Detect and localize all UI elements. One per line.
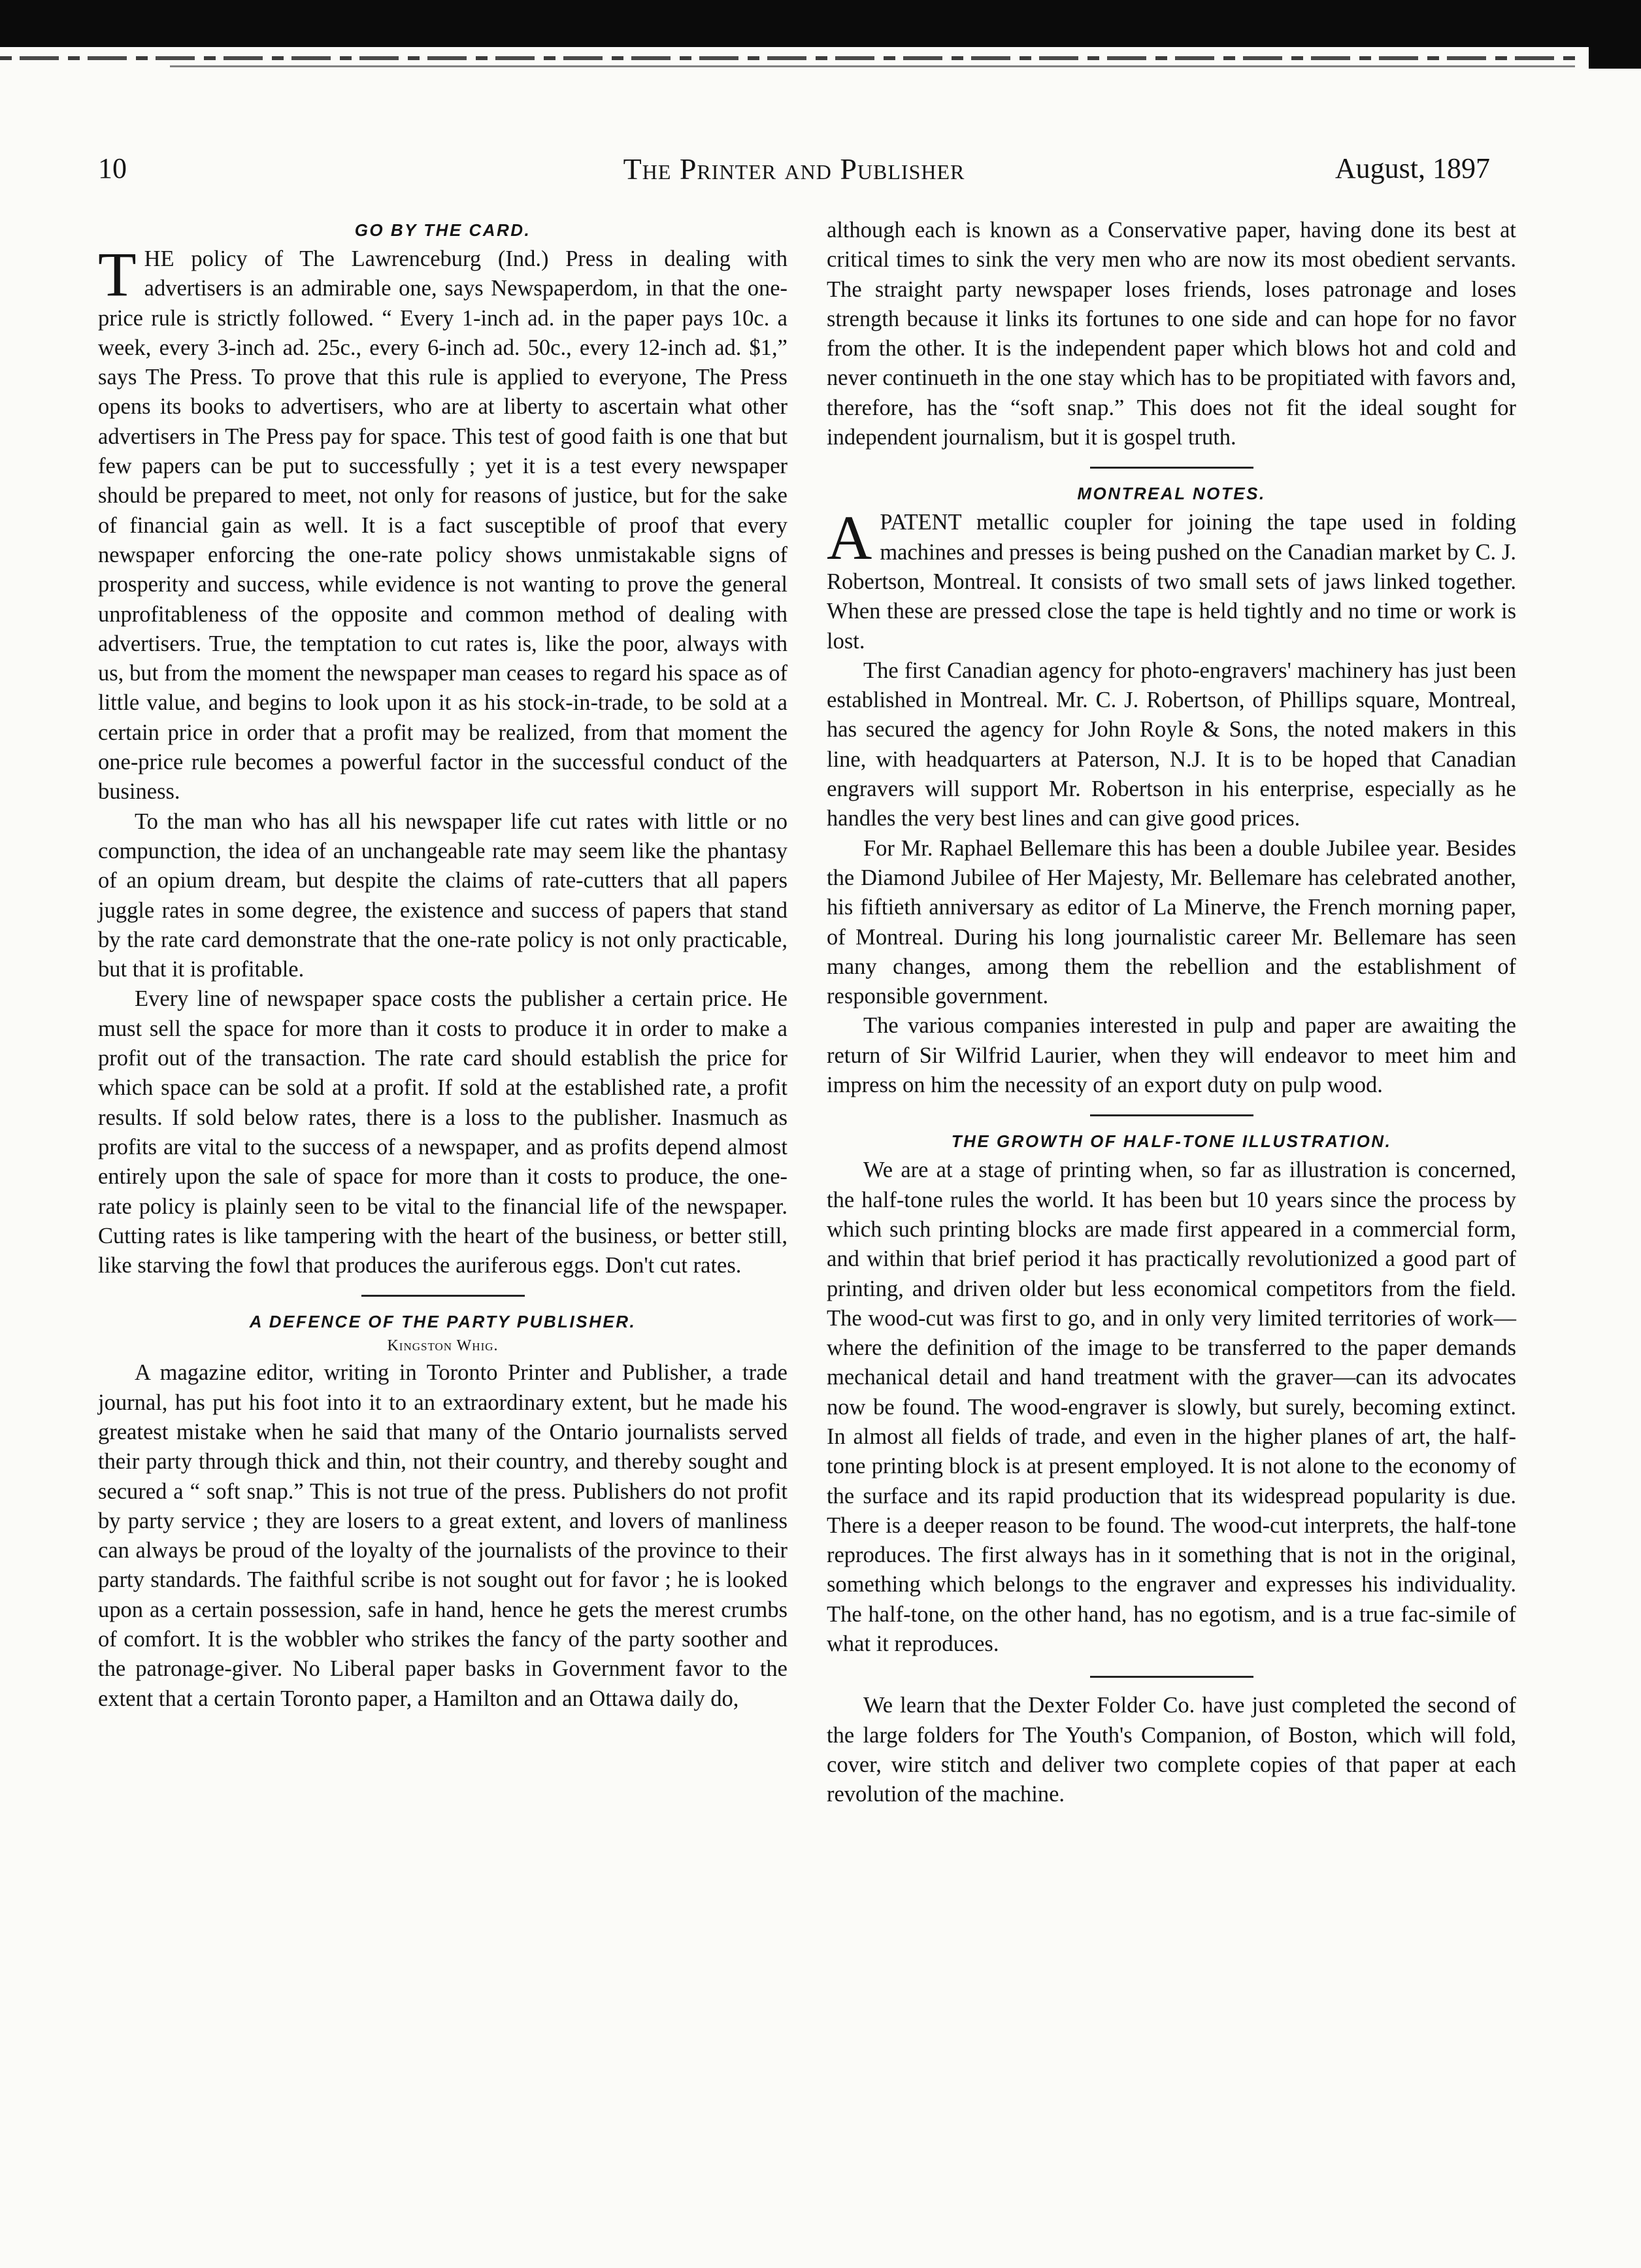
article-continuation: although each is known as a Conservative paper, having done its best at critical times to sink the very men who are now its most obedient servants. The straight party newspaper loses friends, loses patronage and loses strength because it links its fortunes to one side and can hope for no favor from the other. It is the independent paper which blows hot and cold and never continueth in the one stay which has to be propitiated with favors and, therefore, has the “soft snap.” This does not fit the ideal sought for independent journalism, but it is gospel truth. [827,218,1516,450]
article-paragraph: APATENT metallic coupler for joining the tape used in folding machines and presses is being pushed on the Canadian market by C. J. Robertson, Montreal. It consists of two small sets of jaws linked together. When these are pressed close the tape is held tightly and no time or work is lost. [827,503,1516,654]
article-paragraph: The first Canadian agency for photo-engravers' machinery has just been established in Montreal. Mr. C. J. Robertson, of Phillips square, Montreal, has secured the agency for John Royle & Sons, the noted makers in this line, with headquarters at Paterson, N.J. It is to be hoped that Canadian engravers will support Mr. Robertson in his enterprise, especially as he handles the very best lines and can give good prices. [827,658,1516,831]
article-heading: GO BY THE CARD. [354,220,531,240]
issue-date: August, 1897 [1334,152,1490,184]
article-heading: MONTREAL NOTES. [1077,484,1266,504]
article-paragraph: The various companies interested in pulp and paper are awaiting the return of Sir Wilfrid Laurier, when they will endeavor to meet him and impress on him the necessity of an export duty on pulp wood. [827,1013,1516,1098]
section-divider [361,1295,525,1297]
drop-cap: T [98,239,137,309]
article-heading: A DEFENCE OF THE PARTY PUBLISHER. [249,1312,637,1332]
running-head [98,152,1490,191]
article-paragraph: A magazine editor, writing in Toronto Printer and Publisher, a trade journal, has put his foot into it to an extraordinary extent, but he made his greatest mistake when he said that many of the Ontario journalists served their party through thick and thin, not their country, and thereby sought and secured a “ soft snap.” This is not true of the press. Publishers do not profit by party service ; they are losers to a great extent, and lovers of manliness can always be proud of the loyalty of the journalists of the province to their party standards. The faithful scribe is not sought out for favor ; he is looked upon as a certain possession, safe in hand, hence he gets the merest crumbs of comfort. It is the wobbler who strikes the fancy of the party soother and the patronage-giver. No Liberal paper basks in Government favor to the extent that a certain Toronto paper, a Hamilton and an Ottawa daily do, [98,1360,787,1711]
article-paragraph: We are at a stage of printing when, so far as illustration is concerned, the half-tone rules the world. It has been but 10 years since the process by which such printing blocks are made first appeared in a commercial form, and within that brief period it has practically revolutionized a good part of printing, and driven older but less economical competitors from the field. The wood-cut was first to go, and in only very limited territories of work—where the definition of the image to be transferred to the paper demands mechanical detail and hand treatment with the graver—can its advocates now be found. The wood-engraver is slowly, but surely, becoming extinct. In almost all fields of trade, and even in the higher planes of art, the half-tone printing block is at present employed. It is not alone to the economy of the surface and its rapid production that its widespread popularity is due. There is a deeper reason to be found. The wood-cut interprets, the half-tone reproduces. The first always has in it something that is not in the original, something which belongs to the engraver and expresses his individuality. The half-tone, on the other hand, has no egotism, and is a true fac-simile of what it reproduces. [827,1158,1516,1657]
article-heading: THE GROWTH OF HALF-TONE ILLUSTRATION. [951,1131,1392,1152]
right-column [827,216,1516,1810]
drop-cap: A [827,503,872,573]
article-paragraph: For Mr. Raphael Bellemare this has been a double Jubilee year. Besides the Diamond Jubilee of Her Majesty, Mr. Bellemare has celebrated another, his fiftieth anniversary as editor of La Minerve, the French morning paper, of Montreal. During his long journalistic career Mr. Bellemare has seen many changes, among them the rebellion and the establishment of responsible government. [827,835,1516,1009]
page-number: 10 [98,152,127,184]
article-byline: Kingston Whig. [387,1337,499,1355]
scan-top-border [0,0,1641,47]
article-paragraph: THE policy of The Lawrenceburg (Ind.) Press in dealing with advertisers is an admirable one, says Newspaperdom, in that the one-price rule is strictly followed. “ Every 1-inch ad. in the paper pays 10c. a week, every 3-inch ad. 25c., every 6-inch ad. 50c., every 12-inch ad. $1,” says The Press. To prove that this rule is applied to everyone, The Press opens its books to advertisers, who are at liberty to ascertain what other advertisers in The Press pay for space. This test of good faith is one that but few papers can be put to successfully ; yet it is a test every newspaper should be prepared to meet, not only for reasons of justice, but for the sake of financial gain as well. It is a fact susceptible of proof that every newspaper enforcing the one-rate policy shows unmistakable signs of prosperity and success, while evidence is not wanting to prove the general unprofitableness of the opposite and common method of dealing with advertisers. True, the temptation to cut rates is, like the poor, always with us, but from the moment the newspaper man ceases to regard his space as of little value, and begins to look upon it as his stock-in-trade, to be sold at a certain price in order that a profit may be realized, from that moment the one-price rule becomes a powerful factor in the successful conduct of the business. [98,239,787,805]
article-defence-party-publisher [98,1307,787,1714]
section-divider [1090,1676,1253,1678]
article-dexter-folder [827,1691,1516,1809]
article-paragraph: We learn that the Dexter Folder Co. have just completed the second of the large folders for The Youth's Companion, of Boston, which will fold, cover, wire stitch and deliver two complete copies of that paper at each revolution of the machine. [827,1693,1516,1807]
article-paragraph: To the man who has all his newspaper life cut rates with little or no compunction, the idea of an unchangeable rate may seem like the phantasy of an opium dream, but despite the claims of rate-cutters that all papers juggle rates in some degree, the existence and success of papers that stand by the rate card demonstrate that the one-rate policy is not only practicable, but that it is profitable. [98,809,787,982]
left-column [98,216,787,1714]
publication-title: The Printer and Publisher [623,152,965,186]
article-go-by-the-card [98,216,787,1280]
scan-artifact-line [0,56,1582,60]
scan-corner-mark [1589,0,1641,69]
article-montreal-notes [827,479,1516,1100]
article-paragraph: Every line of newspaper space costs the publisher a certain price. He must sell the space for more than it costs to produce it in order to make a profit out of the transaction. The rate card should establish the price for which space can be sold at a profit. If sold at the established rate, a profit results. If sold below rates, there is a loss to the publisher. Inasmuch as profits are vital to the success of a newspaper, and as profits depend almost entirely upon the sale of space for more than it costs to produce, the one-rate policy is plainly seen to be vital to the financial life of the newspaper. Cutting rates is like tampering with the heart of the business, or better still, like starving the fowl that produces the auriferous eggs. Don't cut rates. [98,986,787,1278]
scan-artifact-line-2 [170,65,1575,67]
article-half-tone-illustration [827,1127,1516,1659]
section-divider [1090,1114,1253,1116]
section-divider [1090,467,1253,469]
